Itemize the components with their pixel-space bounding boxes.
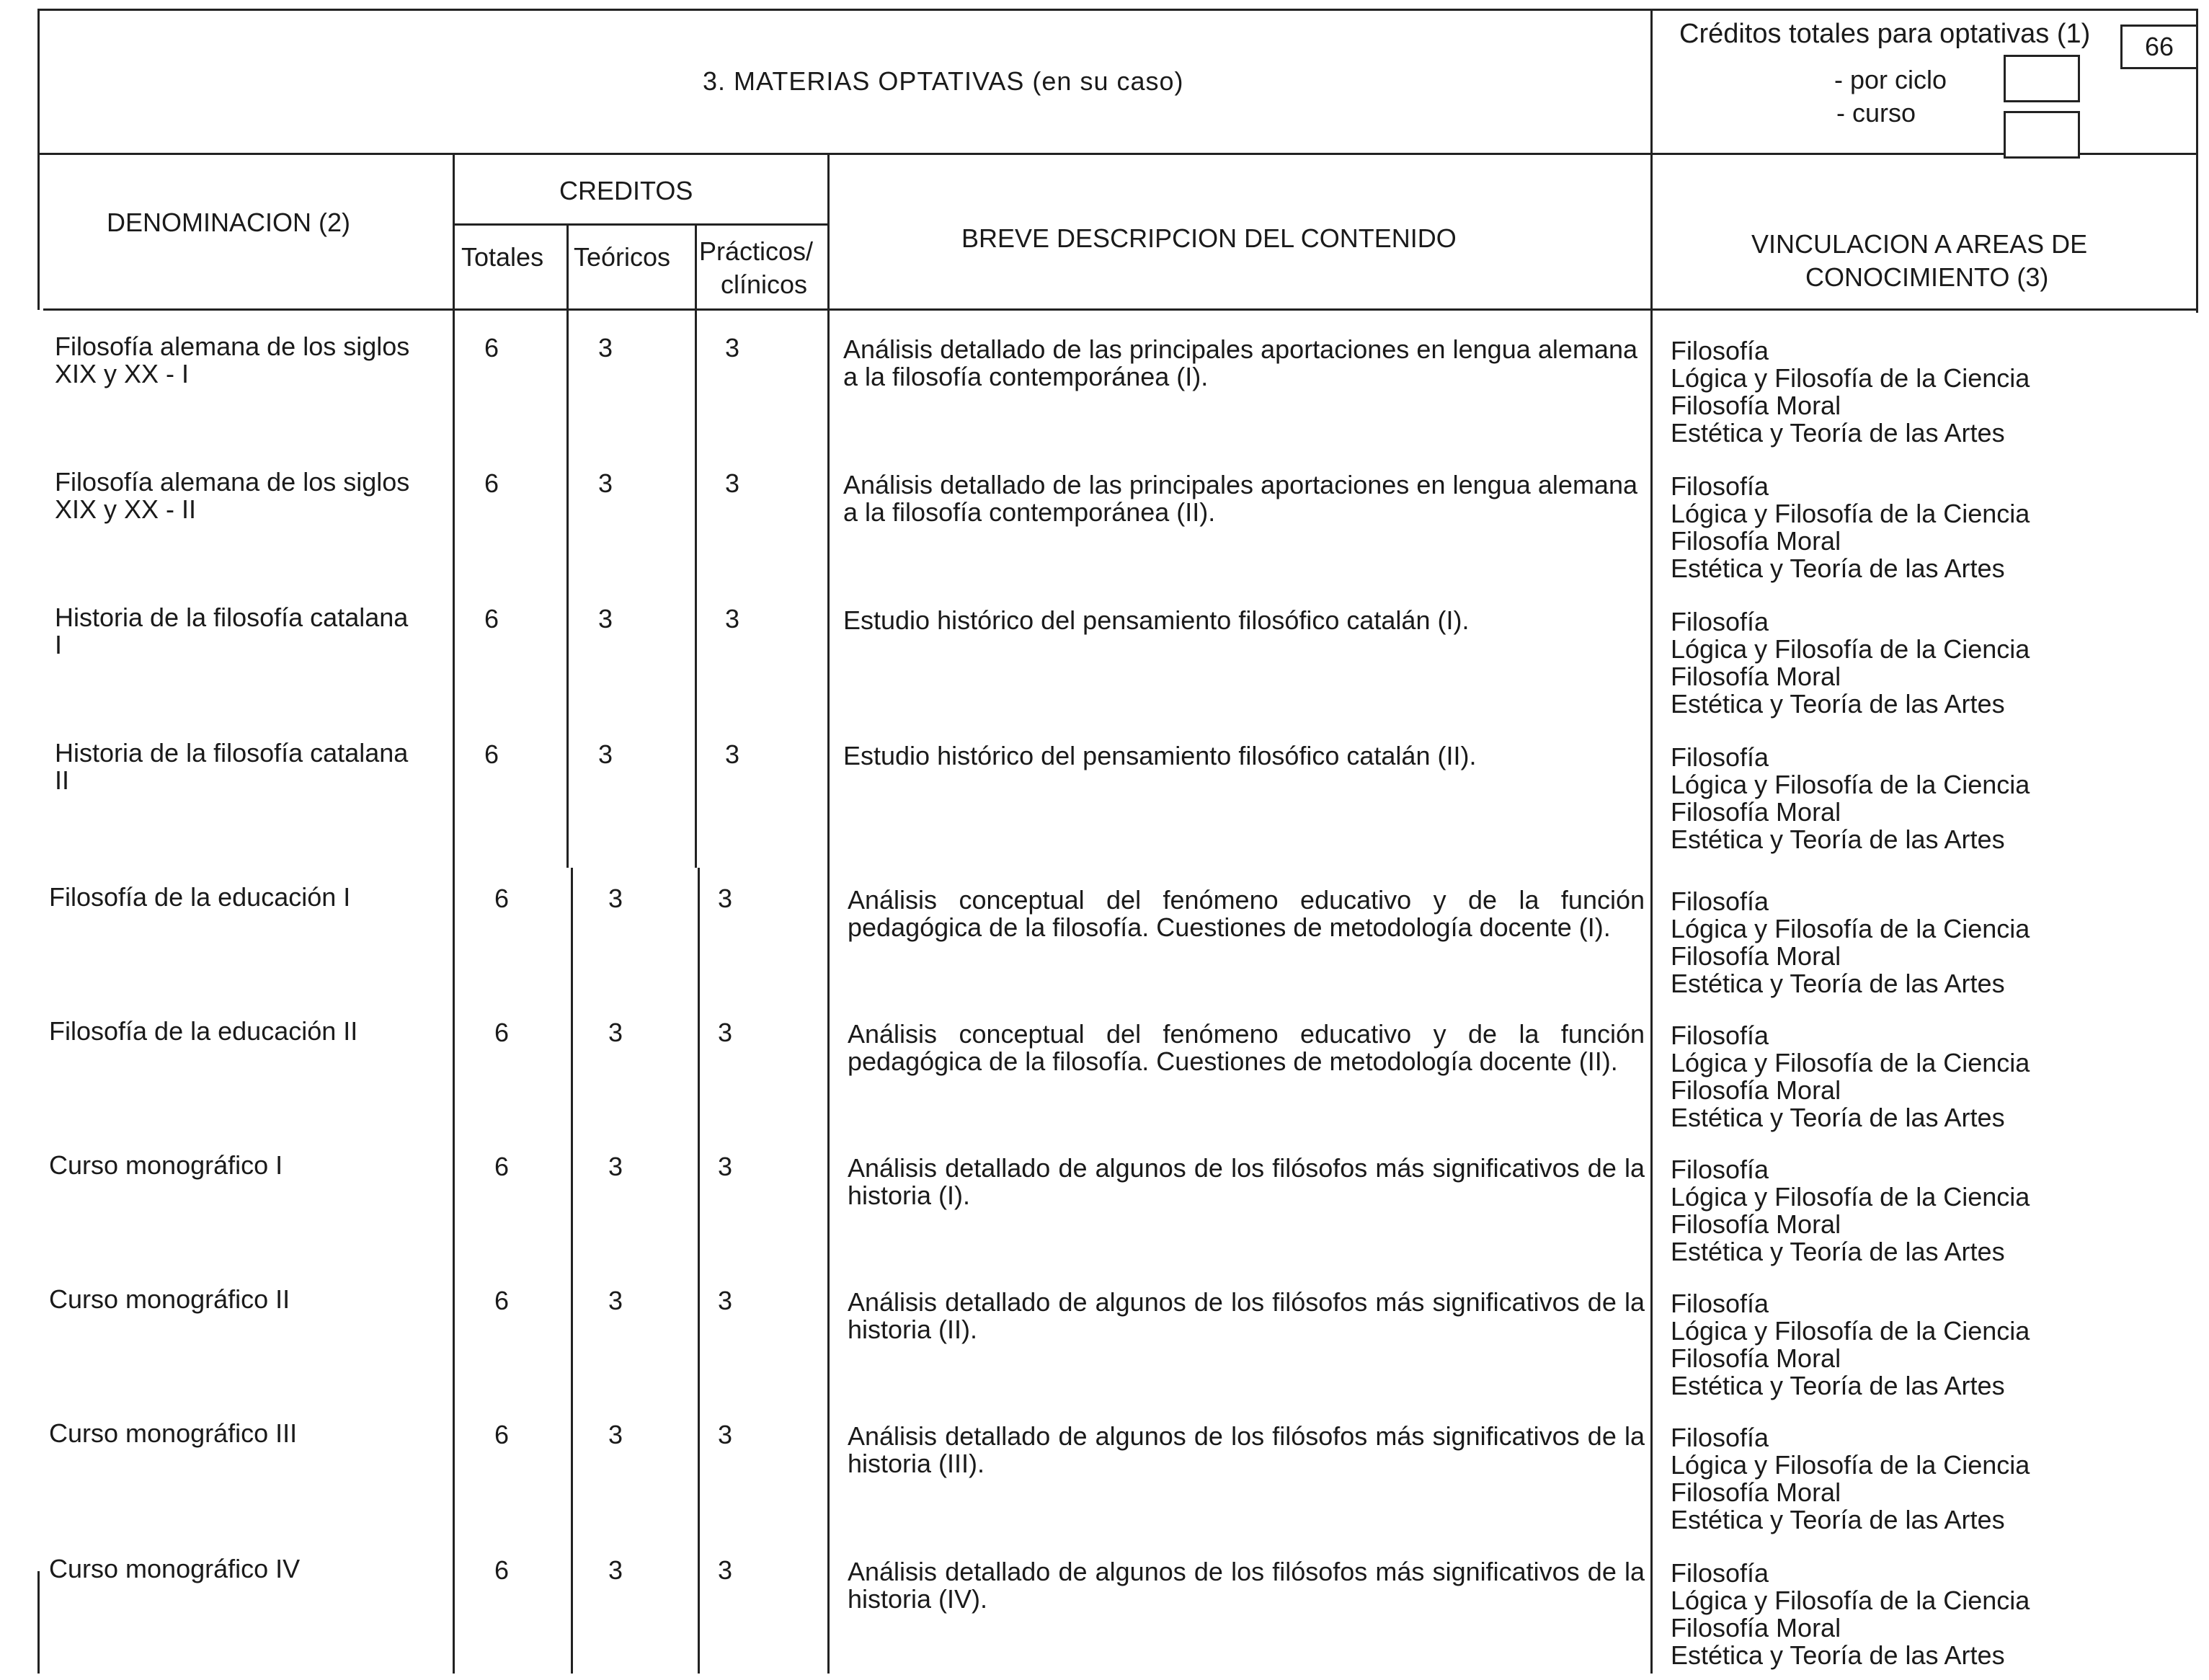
header-bottom-border [37,153,2198,155]
row-area-item: Lógica y Filosofía de la Ciencia [1671,1316,2030,1346]
row-practicos: 3 [718,1420,733,1449]
por-ciclo-box [2004,55,2080,102]
row-area-item: Filosofía Moral [1671,526,1841,556]
row-area-item: Filosofía [1671,1289,1769,1318]
curso-label: - curso [1836,98,1916,128]
row-denominacion-line1: Filosofía de la educación I [49,882,351,912]
row-area-item: Estética y Teoría de las Artes [1671,418,2005,448]
divider-teoricos-lower [698,868,700,1674]
left-border-lower [37,1571,40,1674]
header-totales: Totales [461,242,544,272]
header-vinculacion-1: VINCULACION A AREAS DE [1751,229,2088,259]
row-area-item: Lógica y Filosofía de la Ciencia [1671,634,2030,664]
row-area-item: Filosofía [1671,336,1769,365]
header-right-divider [1650,9,1653,1674]
row-denominacion-line2: XIX y XX - I [55,359,190,388]
row-denominacion-line1: Historia de la filosofía catalana [55,603,409,632]
row-practicos: 3 [725,468,740,498]
row-practicos: 3 [718,1018,733,1047]
row-denominacion-line1: Curso monográfico I [49,1150,283,1180]
row-descripcion: Análisis detallado de las principales aportaciones en lengua alemana a la filosofía contemporánea (I). [843,334,1637,391]
row-area-item: Filosofía Moral [1671,391,1841,420]
row-descripcion: Análisis conceptual del fenómeno educativo y de la función pedagógica de la filosofía. Cuestiones de metodología docente (I). [848,885,1645,942]
row-area-item: Filosofía Moral [1671,797,1841,827]
row-teoricos: 3 [598,468,613,498]
row-area-item: Filosofía [1671,1155,1769,1184]
divider-descripcion-lower [827,868,830,1674]
row-area-item: Lógica y Filosofía de la Ciencia [1671,1048,2030,1077]
row-descripcion: Análisis detallado de las principales aportaciones en lengua alemana a la filosofía contemporánea (II). [843,470,1637,527]
row-area-item: Lógica y Filosofía de la Ciencia [1671,770,2030,799]
row-denominacion-line1: Historia de la filosofía catalana [55,738,409,768]
divider-totales [566,225,569,868]
section-title: 3. MATERIAS OPTATIVAS (en su caso) [703,66,1184,96]
row-area-item: Estética y Teoría de las Artes [1671,1505,2005,1534]
row-totales: 6 [484,468,499,498]
row-denominacion-line1: Curso monográfico II [49,1284,290,1314]
row-totales: 6 [484,604,499,634]
row-descripcion: Estudio histórico del pensamiento filosófico catalán (II). [843,741,1477,770]
row-practicos: 3 [718,1286,733,1315]
divider-denominacion [453,154,455,868]
row-area-item: Lógica y Filosofía de la Ciencia [1671,1586,2030,1615]
row-area-item: Lógica y Filosofía de la Ciencia [1671,1182,2030,1212]
row-practicos: 3 [725,333,740,363]
header-practicos-2: clínicos [721,270,808,299]
header-practicos-1: Prácticos/ [699,236,814,266]
row-descripcion: Análisis detallado de algunos de los filósofos más significativos de la historia (II). [848,1287,1645,1344]
row-totales: 6 [484,333,499,363]
header-denominacion: DENOMINACION (2) [107,208,351,237]
row-area-item: Filosofía Moral [1671,662,1841,691]
row-practicos: 3 [718,1555,733,1585]
row-area-item: Filosofía [1671,1558,1769,1588]
header-teoricos: Teóricos [574,242,671,272]
row-descripcion: Análisis conceptual del fenómeno educativo y de la función pedagógica de la filosofía. Cuestiones de metodología docente (II). [848,1019,1645,1076]
left-border [37,9,40,310]
row-totales: 6 [494,1420,510,1449]
row-area-item: Estética y Teoría de las Artes [1671,1640,2005,1670]
creditos-totales-value: 66 [2120,25,2198,69]
divider-teoricos [695,225,697,868]
row-denominacion-line1: Filosofía alemana de los siglos [55,467,410,497]
row-area-item: Estética y Teoría de las Artes [1671,689,2005,719]
row-practicos: 3 [718,1152,733,1181]
row-descripcion: Análisis detallado de algunos de los filósofos más significativos de la historia (III). [848,1421,1645,1478]
row-denominacion-line1: Filosofía de la educación II [49,1016,358,1046]
row-area-item: Filosofía [1671,471,1769,501]
row-area-item: Estética y Teoría de las Artes [1671,554,2005,583]
column-header-bottom-border [43,308,2198,311]
row-teoricos: 3 [598,739,613,769]
row-area-item: Estética y Teoría de las Artes [1671,969,2005,998]
row-practicos: 3 [725,739,740,769]
row-descripcion: Análisis detallado de algunos de los filósofos más significativos de la historia (IV). [848,1557,1645,1614]
por-ciclo-label: - por ciclo [1834,65,1947,94]
row-area-item: Filosofía [1671,607,1769,636]
row-teoricos: 3 [608,1420,623,1449]
row-area-item: Filosofía [1671,886,1769,916]
row-teoricos: 3 [608,1286,623,1315]
row-area-item: Filosofía Moral [1671,1613,1841,1643]
row-totales: 6 [494,1152,510,1181]
row-totales: 6 [494,884,510,913]
header-creditos: CREDITOS [559,176,693,205]
row-denominacion-line1: Curso monográfico III [49,1418,298,1448]
curso-box [2004,111,2080,159]
header-vinculacion-2: CONOCIMIENTO (3) [1805,262,2049,292]
row-totales: 6 [494,1286,510,1315]
row-denominacion-line1: Filosofía alemana de los siglos [55,332,410,361]
row-area-item: Lógica y Filosofía de la Ciencia [1671,914,2030,943]
row-practicos: 3 [725,604,740,634]
row-area-item: Filosofía Moral [1671,1209,1841,1239]
row-descripcion: Estudio histórico del pensamiento filosófico catalán (I). [843,605,1470,635]
row-denominacion-line2: I [55,630,63,659]
row-area-item: Filosofía Moral [1671,1343,1841,1373]
row-area-item: Filosofía [1671,742,1769,772]
row-area-item: Lógica y Filosofía de la Ciencia [1671,363,2030,393]
top-border [37,9,2198,11]
row-area-item: Estética y Teoría de las Artes [1671,1237,2005,1266]
row-area-item: Lógica y Filosofía de la Ciencia [1671,499,2030,528]
row-area-item: Filosofía [1671,1423,1769,1452]
row-teoricos: 3 [598,604,613,634]
row-denominacion-line2: XIX y XX - II [55,494,197,524]
row-area-item: Filosofía [1671,1021,1769,1050]
row-area-item: Filosofía Moral [1671,941,1841,971]
row-teoricos: 3 [608,1018,623,1047]
creditos-totales-label: Créditos totales para optativas (1) [1679,19,2091,49]
row-practicos: 3 [718,884,733,913]
divider-descripcion [827,154,830,868]
row-descripcion: Análisis detallado de algunos de los filósofos más significativos de la historia (I). [848,1153,1645,1210]
row-totales: 6 [484,739,499,769]
row-teoricos: 3 [598,333,613,363]
row-totales: 6 [494,1555,510,1585]
row-area-item: Lógica y Filosofía de la Ciencia [1671,1450,2030,1480]
row-teoricos: 3 [608,1555,623,1585]
divider-totales-lower [571,868,573,1674]
divider-denominacion-lower [453,868,455,1674]
row-area-item: Estética y Teoría de las Artes [1671,1371,2005,1400]
row-totales: 6 [494,1018,510,1047]
row-denominacion-line1: Curso monográfico IV [49,1554,301,1583]
creditos-subheader-line [453,223,829,226]
row-denominacion-line2: II [55,765,70,795]
row-teoricos: 3 [608,1152,623,1181]
row-area-item: Filosofía Moral [1671,1477,1841,1507]
row-area-item: Filosofía Moral [1671,1075,1841,1105]
row-area-item: Estética y Teoría de las Artes [1671,825,2005,854]
header-descripcion: BREVE DESCRIPCION DEL CONTENIDO [961,223,1457,253]
row-teoricos: 3 [608,884,623,913]
row-area-item: Estética y Teoría de las Artes [1671,1103,2005,1132]
